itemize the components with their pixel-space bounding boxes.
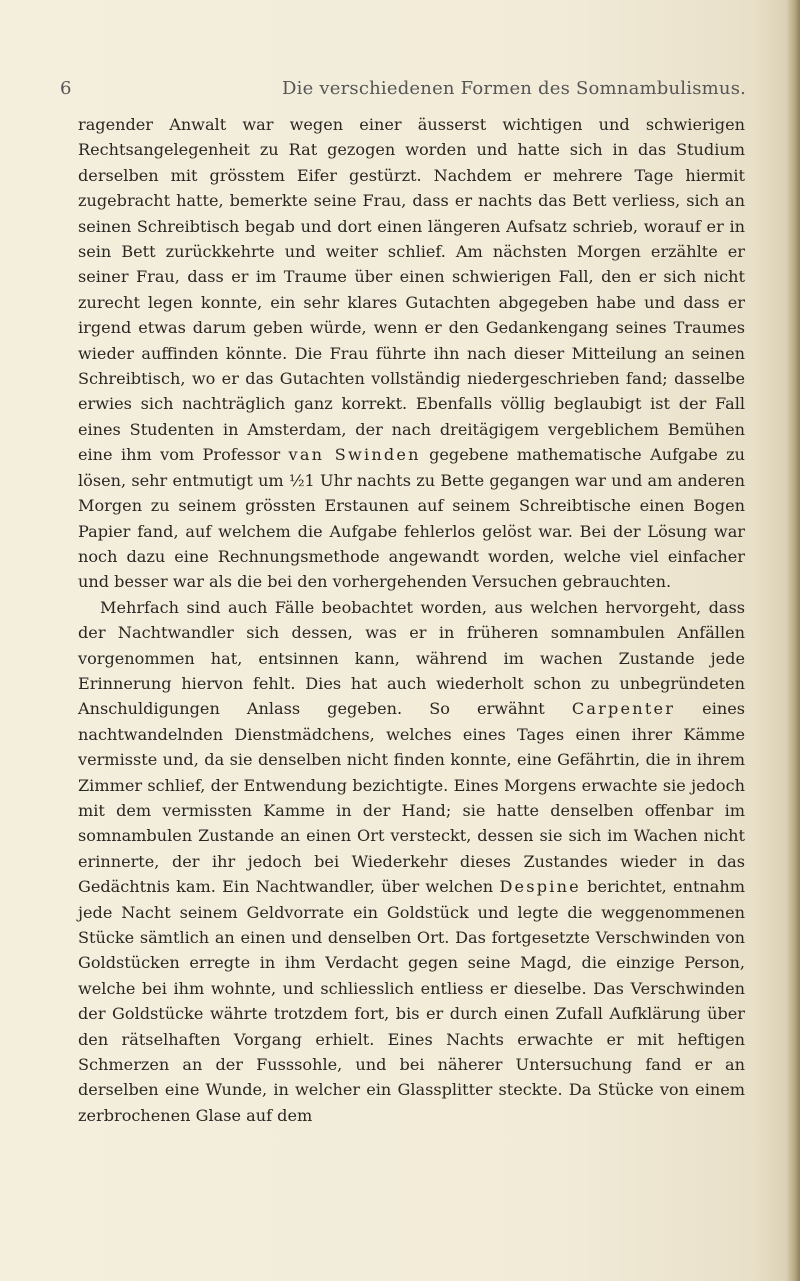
paragraph-1 bbox=[78, 112, 745, 595]
spaced-name-van-swinden: van Swinden bbox=[288, 445, 421, 465]
text-run: eines nachtwandelnden Dienstmädchens, welches eines Tages einen ihrer Kämme vermisste und, da sie denselben nicht finden konnte, eine Gefährtin, die in ihrem Zimmer schlief, der Entwendung bezichtigte. Eines Morgens erwachte sie jedoch mit dem vermissten Kamme in der Hand; sie hatte denselben offenbar im somnambulen Zustande an einen Ort versteckt, dessen sie sich im Wachen nicht erinnerte, der ihr jedoch bei Wiederkehr dieses Zustandes wieder in das Gedächtnis kam. Ein Nachtwandler, über welchen bbox=[78, 699, 745, 897]
running-title: Die verschiedenen Formen des Somnambulismus. bbox=[282, 78, 747, 99]
text-run: berichtet, entnahm jede Nacht seinem Geldvorrate ein Goldstück und legte die weggenommenen Stücke sämtlich an einen und denselben Ort. Das fortgesetzte Verschwinden von Goldstücken erregte in ihm Verdacht gegen seine Magd, die einzige Person, welche bei ihm wohnte, und schliesslich entliess er dieselbe. Das Verschwinden der Goldstücke währte trotzdem fort, bis er durch einen Zufall Aufklärung über den rätselhaften Vorgang erhielt. Eines Nachts erwachte er mit heftigen Schmerzen an der Fusssohle, und bei näherer Untersuchung fand er an derselben eine Wunde, in welcher ein Glassplitter steckte. Da Stücke von einem zerbrochenen Glase auf dem bbox=[78, 877, 745, 1125]
page-header bbox=[60, 78, 750, 104]
text-run: ragender Anwalt war wegen einer äusserst wichtigen und schwierigen Rechtsangelegenheit zu Rat gezogen worden und hatte sich in das Studium derselben mit grösstem Eifer gestürzt. Nachdem er mehrere Tage hiermit zugebracht hatte, bemerkte seine Frau, dass er nachts das Bett verliess, sich an seinen Schreibtisch begab und dort einen längeren Aufsatz schrieb, worauf er in sein Bett zurückkehrte und weiter schlief. Am nächsten Morgen erzählte er seiner Frau, dass er im Traume über einen schwierigen Fall, den er sich nicht zurecht legen konnte, ein sehr klares Gutachten abgegeben habe und dass er irgend etwas darum geben würde, wenn er den Gedankengang seines Traumes wieder auffinden könnte. Die Frau führte ihn nach dieser Mitteilung an seinen Schreibtisch, wo er das Gutachten vollständig niedergeschrieben fand; dasselbe erwies sich nachträglich ganz korrekt. Ebenfalls völlig beglaubigt ist der Fall eines Studenten in Amsterdam, der nach dreitägigem vergeblichem Bemühen eine ihm vom Professor bbox=[78, 115, 745, 465]
page-edge-shadow bbox=[786, 0, 800, 1281]
page-number: 6 bbox=[60, 78, 72, 99]
text-run: Mehrfach sind auch Fälle beobachtet worden, aus welchen hervorgeht, dass der Nachtwandler sich dessen, was er in früheren somnambulen Anfällen vorgenommen hat, entsinnen kann, während im wachen Zustande jede Erinnerung hiervon fehlt. Dies hat auch wiederholt schon zu unbegründeten Anschuldigungen Anlass gegeben. So erwähnt bbox=[78, 597, 745, 719]
paragraph-2 bbox=[78, 595, 745, 1129]
spaced-name-carpenter: Carpenter bbox=[571, 699, 676, 719]
spaced-name-despine: Despine bbox=[499, 877, 581, 897]
text-run: gegebene mathematische Aufgabe zu lösen, sehr entmutigt um ½1 Uhr nachts zu Bette gegangen war und am anderen Morgen zu seinem grössten Erstaunen auf seinem Schreibtische einen Bogen Papier fand, auf welchem die Aufgabe fehlerlos gelöst war. Bei der Lösung war noch dazu eine Rechnungsmethode angewandt worden, welche viel einfacher und besser war als die bei den vorhergehenden Versuchen gebrauchten. bbox=[78, 445, 745, 592]
body-text bbox=[78, 112, 745, 1128]
